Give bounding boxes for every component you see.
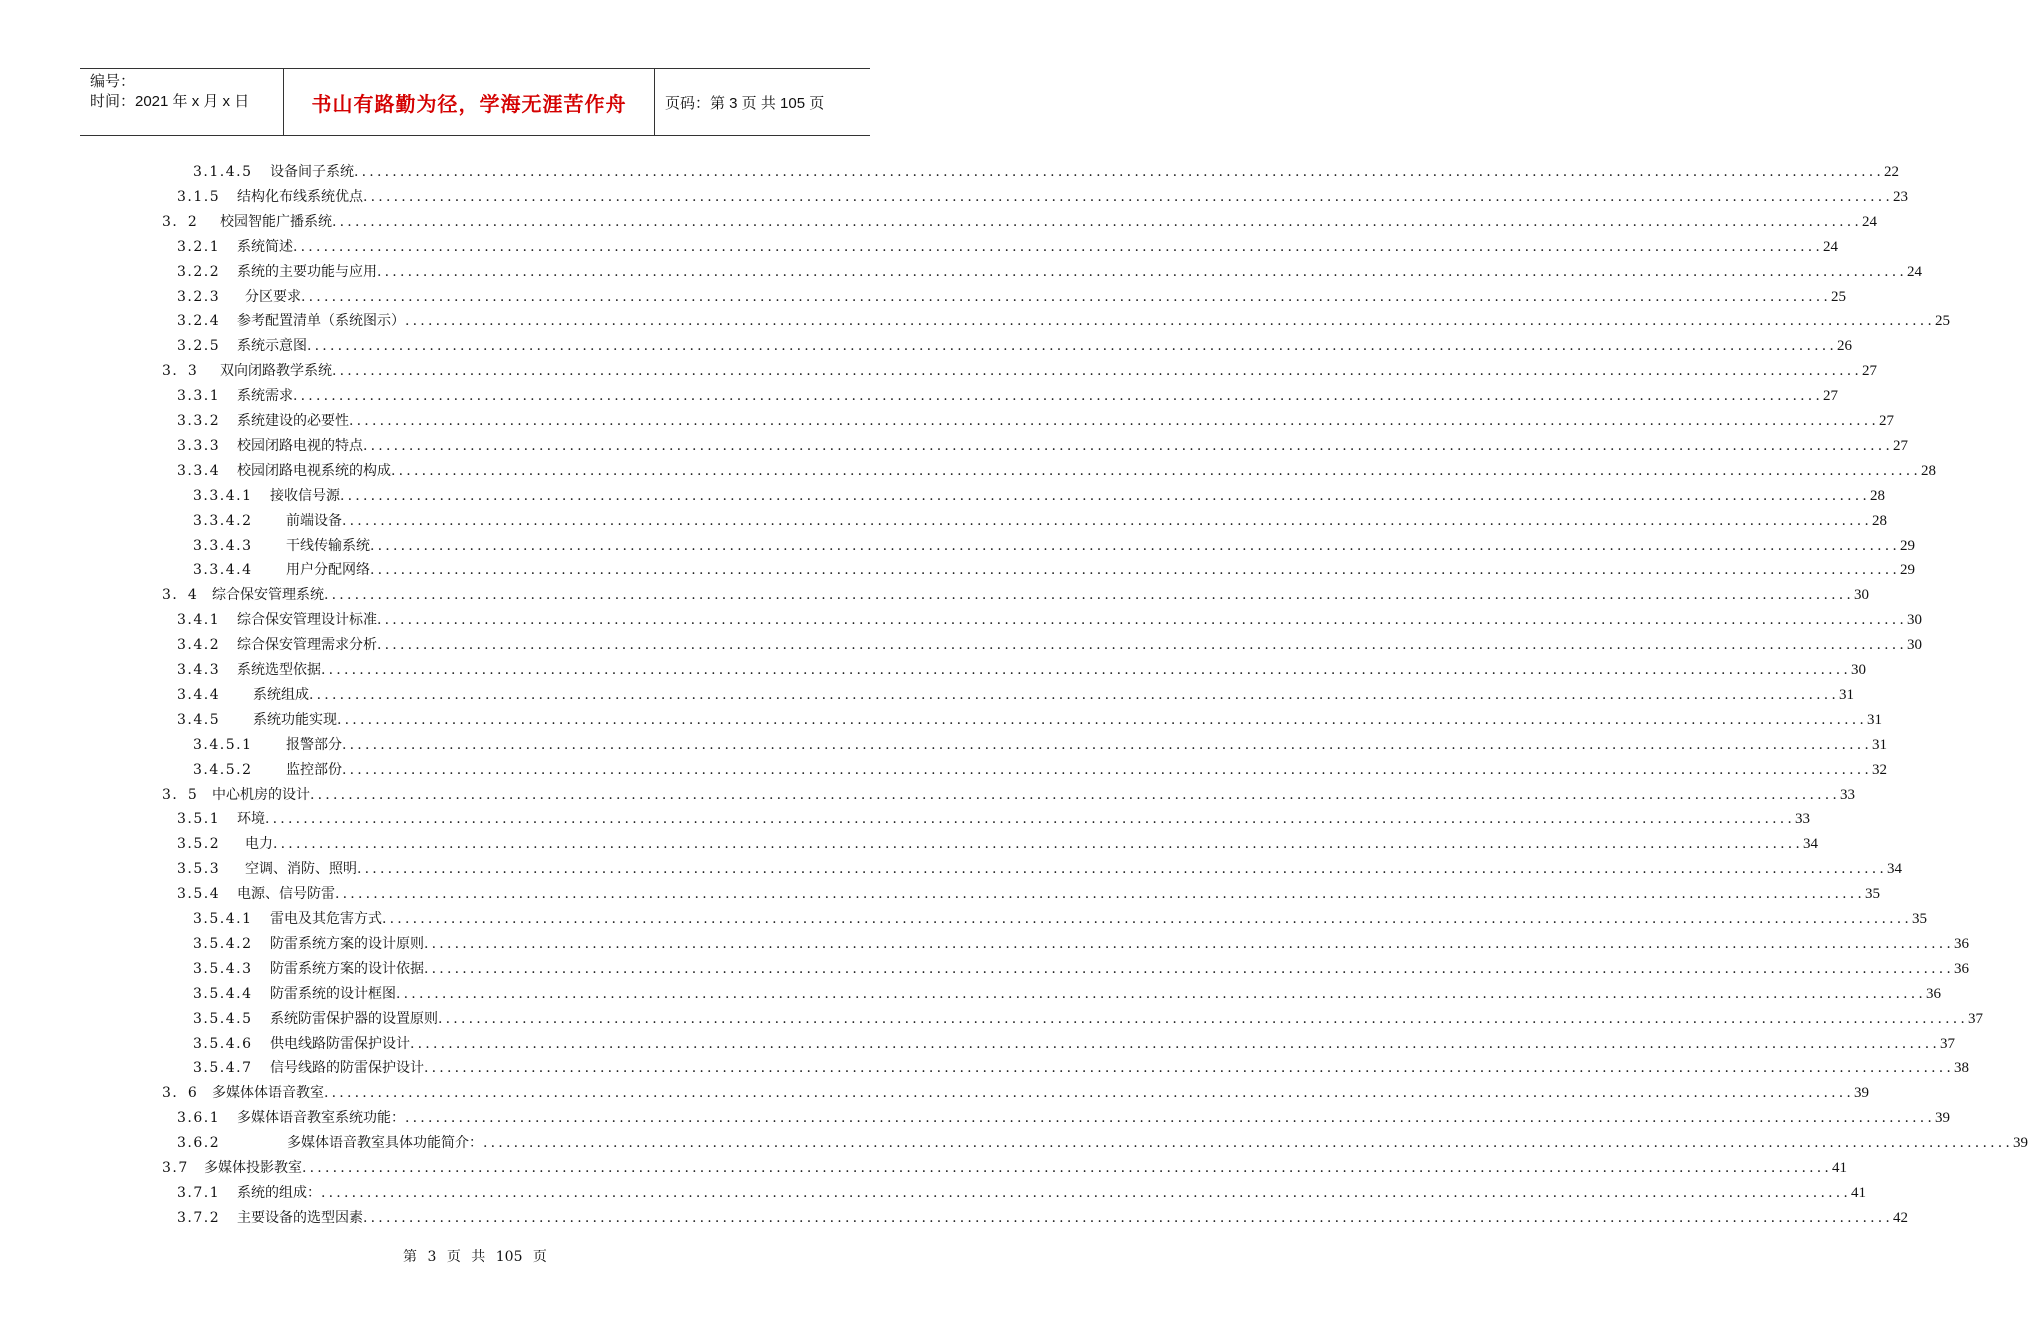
toc-entry-number: 3.2.3 <box>177 288 221 305</box>
toc-entry[interactable] <box>177 832 1819 857</box>
toc-entry[interactable] <box>177 334 1853 359</box>
toc-dot-leader: ........................................................................................................................................................................................................ <box>382 911 1913 927</box>
toc-dot-leader: ........................................................................................................................................................................................................ <box>342 761 1873 778</box>
toc-entry-number: 3.1.4.5 <box>193 164 253 180</box>
toc-dot-leader: ........................................................................................................................................................................................................ <box>396 985 1927 1002</box>
toc-entry-number: 3.3.4.1 <box>193 487 253 504</box>
toc-entry-number: 3.7 <box>162 1160 189 1176</box>
toc-entry-number: 3.4.3 <box>177 662 221 678</box>
toc-dot-leader: ........................................................................................................................................................................................................ <box>309 686 1840 703</box>
toc-dot-leader: ........................................................................................................................................................................................................ <box>342 512 1873 529</box>
toc-entry-number: 3.5.4.2 <box>193 935 253 952</box>
toc-entry-title: 综合保安管理需求分析 <box>237 637 377 654</box>
toc-dot-leader: ........................................................................................................................................................................................................ <box>363 188 1894 205</box>
toc-entry-number: 3.2.4 <box>177 313 221 330</box>
toc-entry-page: 24 <box>1823 238 1839 255</box>
toc-entry-title: 供电线路防雷保护设计 <box>270 1035 410 1052</box>
toc-entry-page: 26 <box>1837 338 1853 355</box>
toc-entry[interactable] <box>177 658 1867 683</box>
toc-entry-page: 34 <box>1803 836 1819 853</box>
toc-dot-leader: ........................................................................................................................................................................................................ <box>324 1085 1855 1102</box>
toc-entry-page: 33 <box>1795 811 1811 828</box>
toc-entry-page: 35 <box>1865 886 1881 903</box>
toc-entry[interactable] <box>177 260 1923 285</box>
toc-entry-page: 23 <box>1893 188 1909 205</box>
toc-entry[interactable] <box>193 982 1942 1007</box>
toc-entry[interactable] <box>177 434 1909 459</box>
toc-dot-leader: ........................................................................................................................................................................................................ <box>321 662 1852 678</box>
toc-entry-title: 防雷系统方案的设计依据 <box>270 960 424 977</box>
toc-entry-page: 37 <box>1940 1035 1956 1052</box>
toc-entry-number: 3.4.4 <box>177 686 221 703</box>
toc-entry-number: 3.4.5 <box>177 711 221 728</box>
toc-entry-title: 分区要求 <box>245 288 301 305</box>
toc-dot-leader: ........................................................................................................................................................................................................ <box>310 786 1841 803</box>
toc-entry-title: 系统防雷保护器的设置原则 <box>270 1010 438 1027</box>
toc-entry-number: 3．6 <box>162 1085 199 1102</box>
date-text: 时间：2021 年 x 月 x 日 <box>90 93 250 110</box>
page-header <box>80 68 870 136</box>
toc-entry[interactable] <box>177 409 1895 434</box>
toc-dot-leader: ........................................................................................................................................................................................................ <box>265 811 1796 828</box>
toc-entry-title: 校园闭路电视的特点 <box>237 437 363 454</box>
toc-entry[interactable] <box>193 558 1916 583</box>
toc-entry-number: 3.3.4.2 <box>193 512 253 529</box>
toc-entry-title: 参考配置清单（系统图示） <box>237 313 405 330</box>
toc-dot-leader: ........................................................................................................................................................................................................ <box>424 935 1955 952</box>
toc-entry[interactable] <box>193 484 1886 509</box>
toc-entry-page: 39 <box>1854 1085 1870 1102</box>
toc-entry-page: 29 <box>1900 537 1916 554</box>
toc-entry-title: 综合保安管理设计标准 <box>237 612 377 629</box>
toc-entry-page: 30 <box>1907 637 1923 654</box>
toc-entry-page: 42 <box>1893 1209 1909 1226</box>
toc-entry-title: 系统组成 <box>253 686 309 703</box>
toc-entry-page: 36 <box>1926 985 1942 1002</box>
toc-entry[interactable] <box>162 359 1878 384</box>
footer-page-number: 第 3 页 共 105 页 <box>403 1249 547 1265</box>
toc-entry-title: 双向闭路教学系统 <box>220 363 332 380</box>
toc-entry[interactable] <box>193 1056 1970 1081</box>
toc-dot-leader: ........................................................................................................................................................................................................ <box>335 886 1866 903</box>
toc-entry[interactable] <box>177 1131 2028 1156</box>
toc-entry-page: 41 <box>1851 1184 1867 1201</box>
toc-dot-leader: ........................................................................................................................................................................................................ <box>293 238 1824 255</box>
toc-entry-title: 主要设备的选型因素 <box>237 1209 363 1226</box>
toc-entry-title: 电力 <box>245 836 273 853</box>
toc-entry[interactable] <box>177 1181 1867 1206</box>
toc-entry-title: 综合保安管理系统 <box>212 587 324 604</box>
toc-dot-leader: ........................................................................................................................................................................................................ <box>307 338 1838 355</box>
toc-dot-leader: ........................................................................................................................................................................................................ <box>332 213 1863 230</box>
toc-dot-leader: ........................................................................................................................................................................................................ <box>337 711 1868 728</box>
toc-entry-page: 30 <box>1907 612 1923 629</box>
motto-text: 书山有路勤为径，学海无涯苦作舟 <box>311 91 627 116</box>
toc-entry[interactable] <box>193 932 1970 957</box>
toc-entry[interactable] <box>193 907 1928 932</box>
toc-entry-page: 27 <box>1879 413 1895 429</box>
toc-entry-page: 25 <box>1831 288 1847 305</box>
toc-dot-leader: ........................................................................................................................................................................................................ <box>405 313 1936 330</box>
toc-entry-page: 35 <box>1912 911 1928 927</box>
toc-dot-leader: ........................................................................................................................................................................................................ <box>363 1209 1894 1226</box>
toc-entry[interactable] <box>162 1156 1848 1181</box>
toc-entry-title: 前端设备 <box>286 512 342 529</box>
toc-entry-number: 3.3.3 <box>177 437 221 454</box>
toc-entry-number: 3.5.1 <box>177 811 221 828</box>
toc-entry-page: 31 <box>1867 711 1883 728</box>
toc-dot-leader: ........................................................................................................................................................................................................ <box>293 388 1824 405</box>
toc-dot-leader: ........................................................................................................................................................................................................ <box>391 462 1922 479</box>
toc-dot-leader: ........................................................................................................................................................................................................ <box>405 1110 1936 1127</box>
toc-dot-leader: ........................................................................................................................................................................................................ <box>357 861 1888 878</box>
toc-dot-leader: ........................................................................................................................................................................................................ <box>377 637 1908 654</box>
toc-entry-page: 30 <box>1854 587 1870 604</box>
header-meta-cell <box>80 69 283 135</box>
toc-entry-page: 39 <box>2013 1135 2028 1152</box>
toc-entry-page: 38 <box>1954 1060 1970 1077</box>
toc-entry[interactable] <box>162 783 1856 808</box>
toc-dot-leader: ........................................................................................................................................................................................................ <box>342 736 1873 753</box>
toc-entry[interactable] <box>162 210 1878 235</box>
toc-entry-number: 3.5.4.7 <box>193 1060 253 1077</box>
toc-entry-title: 多媒体语音教室具体功能简介： <box>287 1135 483 1152</box>
toc-dot-leader: ........................................................................................................................................................................................................ <box>349 413 1880 429</box>
toc-entry-title: 系统的主要功能与应用 <box>237 263 377 280</box>
toc-entry-title: 系统功能实现 <box>253 711 337 728</box>
toc-dot-leader: ........................................................................................................................................................................................................ <box>332 363 1863 380</box>
toc-entry-title: 系统建设的必要性 <box>237 413 349 429</box>
toc-entry-page: 31 <box>1872 736 1888 753</box>
toc-entry-number: 3.5.4.4 <box>193 985 253 1002</box>
toc-entry-title: 干线传输系统 <box>286 537 370 554</box>
toc-entry-page: 30 <box>1851 662 1867 678</box>
toc-entry-number: 3.3.4 <box>177 462 221 479</box>
toc-entry[interactable] <box>177 708 1883 733</box>
toc-entry-page: 25 <box>1935 313 1951 330</box>
toc-entry[interactable] <box>177 285 1847 310</box>
toc-entry-number: 3．4 <box>162 587 199 604</box>
toc-entry[interactable] <box>177 235 1839 260</box>
toc-entry[interactable] <box>193 733 1888 758</box>
toc-entry-page: 28 <box>1872 512 1888 529</box>
toc-entry-page: 32 <box>1872 761 1888 778</box>
toc-entry-title: 电源、信号防雷 <box>237 886 335 903</box>
toc-entry-title: 多媒体语音教室系统功能： <box>237 1110 405 1127</box>
toc-entry-number: 3.4.1 <box>177 612 221 629</box>
toc-entry-title: 系统选型依据 <box>237 662 321 678</box>
toc-entry-title: 防雷系统方案的设计原则 <box>270 935 424 952</box>
toc-entry[interactable] <box>177 384 1839 409</box>
toc-entry[interactable] <box>162 1081 1870 1106</box>
toc-entry[interactable] <box>177 633 1923 658</box>
toc-entry-number: 3.5.4.1 <box>193 911 253 927</box>
toc-entry[interactable] <box>177 683 1855 708</box>
toc-entry-number: 3.2.5 <box>177 338 221 355</box>
toc-entry-number: 3.2.2 <box>177 263 221 280</box>
toc-entry-page: 36 <box>1954 935 1970 952</box>
toc-dot-leader: ........................................................................................................................................................................................................ <box>370 562 1901 579</box>
toc-entry-page: 33 <box>1840 786 1856 803</box>
toc-entry[interactable] <box>177 882 1881 907</box>
toc-entry-number: 3.5.4.3 <box>193 960 253 977</box>
toc-dot-leader: ........................................................................................................................................................................................................ <box>302 1160 1833 1176</box>
page-footer <box>0 1246 950 1266</box>
toc-entry-number: 3.5.4.6 <box>193 1035 253 1052</box>
toc-dot-leader: ........................................................................................................................................................................................................ <box>424 960 1955 977</box>
toc-entry-page: 28 <box>1870 487 1886 504</box>
toc-entry[interactable] <box>177 459 1937 484</box>
toc-entry-title: 系统需求 <box>237 388 293 405</box>
toc-entry-page: 24 <box>1907 263 1923 280</box>
toc-entry-number: 3.7.1 <box>177 1184 221 1201</box>
toc-entry-title: 校园闭路电视系统的构成 <box>237 462 391 479</box>
toc-entry[interactable] <box>177 1106 1951 1131</box>
header-motto-cell <box>283 69 655 135</box>
toc-entry-number: 3.7.2 <box>177 1209 221 1226</box>
toc-dot-leader: ........................................................................................................................................................................................................ <box>363 437 1894 454</box>
toc-entry-title: 信号线路的防雷保护设计 <box>270 1060 424 1077</box>
toc-entry[interactable] <box>177 807 1811 832</box>
page-info: 页码：第 3 页 共 105 页 <box>665 94 825 112</box>
toc-entry-title: 结构化布线系统优点 <box>237 188 363 205</box>
toc-dot-leader: ........................................................................................................................................................................................................ <box>340 487 1871 504</box>
toc-entry-page: 24 <box>1862 213 1878 230</box>
toc-entry-page: 41 <box>1832 1160 1848 1176</box>
toc-entry-page: 37 <box>1968 1010 1984 1027</box>
toc-entry-number: 3．2 <box>162 213 199 230</box>
toc-entry[interactable] <box>193 1007 1984 1032</box>
toc-entry-number: 3．5 <box>162 786 199 803</box>
toc-entry-title: 系统示意图 <box>237 338 307 355</box>
toc-dot-leader: ........................................................................................................................................................................................................ <box>354 164 1885 180</box>
header-page-cell <box>655 69 870 135</box>
toc-entry-title: 监控部份 <box>286 761 342 778</box>
toc-dot-leader: ........................................................................................................................................................................................................ <box>301 288 1832 305</box>
toc-dot-leader: ........................................................................................................................................................................................................ <box>377 263 1908 280</box>
toc-entry-number: 3.4.5.2 <box>193 761 253 778</box>
toc-entry-title: 校园智能广播系统 <box>220 213 332 230</box>
toc-entry-title: 设备间子系统 <box>270 164 354 180</box>
toc-dot-leader: ........................................................................................................................................................................................................ <box>410 1035 1941 1052</box>
toc-entry-number: 3.5.4 <box>177 886 221 903</box>
toc-entry[interactable] <box>177 1206 1909 1231</box>
toc-entry-page: 22 <box>1884 164 1900 180</box>
toc-entry[interactable] <box>177 608 1923 633</box>
toc-entry[interactable] <box>193 1032 1956 1057</box>
toc-entry-title: 中心机房的设计 <box>212 786 310 803</box>
toc-entry-title: 报警部分 <box>286 736 342 753</box>
toc-entry[interactable] <box>193 509 1888 534</box>
toc-entry-number: 3.3.1 <box>177 388 221 405</box>
toc-dot-leader: ........................................................................................................................................................................................................ <box>483 1135 2014 1152</box>
toc-entry-number: 3.3.4.4 <box>193 562 253 579</box>
toc-entry-page: 27 <box>1893 437 1909 454</box>
toc-entry-title: 多媒体体语音教室 <box>212 1085 324 1102</box>
toc-entry-title: 环境 <box>237 811 265 828</box>
toc-entry-number: 3．3 <box>162 363 199 380</box>
toc-entry-page: 34 <box>1887 861 1903 878</box>
toc-dot-leader: ........................................................................................................................................................................................................ <box>324 587 1855 604</box>
toc-entry[interactable] <box>193 534 1916 559</box>
toc-entry[interactable] <box>177 185 1909 210</box>
toc-entry-page: 39 <box>1935 1110 1951 1127</box>
toc-entry[interactable] <box>177 309 1951 334</box>
toc-entry-page: 28 <box>1921 462 1937 479</box>
toc-entry-number: 3.2.1 <box>177 238 221 255</box>
toc-dot-leader: ........................................................................................................................................................................................................ <box>438 1010 1969 1027</box>
toc-entry-number: 3.4.5.1 <box>193 736 253 753</box>
toc-entry[interactable] <box>193 160 1900 185</box>
toc-entry-number: 3.5.3 <box>177 861 221 878</box>
toc-entry-number: 3.5.2 <box>177 836 221 853</box>
toc-entry-number: 3.6.2 <box>177 1135 221 1152</box>
toc-dot-leader: ........................................................................................................................................................................................................ <box>321 1184 1852 1201</box>
toc-entry-title: 系统简述 <box>237 238 293 255</box>
toc-entry-title: 空调、消防、照明 <box>245 861 357 878</box>
serial-label: 编号： <box>90 73 136 90</box>
toc-dot-leader: ........................................................................................................................................................................................................ <box>370 537 1901 554</box>
toc-entry-number: 3.6.1 <box>177 1110 221 1127</box>
toc-entry-title: 接收信号源 <box>270 487 340 504</box>
toc-entry-number: 3.3.2 <box>177 413 221 429</box>
toc-dot-leader: ........................................................................................................................................................................................................ <box>273 836 1804 853</box>
toc-entry-title: 用户分配网络 <box>286 562 370 579</box>
toc-entry[interactable] <box>193 957 1970 982</box>
toc-entry-title: 多媒体投影教室 <box>204 1160 302 1176</box>
toc-entry-page: 29 <box>1900 562 1916 579</box>
toc-entry-title: 系统的组成： <box>237 1184 321 1201</box>
toc-entry-number: 3.5.4.5 <box>193 1010 253 1027</box>
toc-entry-page: 31 <box>1839 686 1855 703</box>
toc-entry-number: 3.4.2 <box>177 637 221 654</box>
toc-entry-page: 27 <box>1823 388 1839 405</box>
toc-entry[interactable] <box>162 583 1870 608</box>
toc-dot-leader: ........................................................................................................................................................................................................ <box>377 612 1908 629</box>
toc-entry-title: 防雷系统的设计框图 <box>270 985 396 1002</box>
toc-entry[interactable] <box>177 857 1903 882</box>
toc-entry[interactable] <box>193 758 1888 783</box>
toc-entry-title: 雷电及其危害方式 <box>270 911 382 927</box>
toc-entry-number: 3.3.4.3 <box>193 537 253 554</box>
toc-entry-number: 3.1.5 <box>177 188 221 205</box>
toc-dot-leader: ........................................................................................................................................................................................................ <box>424 1060 1955 1077</box>
toc-entry-page: 27 <box>1862 363 1878 380</box>
toc-entry-page: 36 <box>1954 960 1970 977</box>
